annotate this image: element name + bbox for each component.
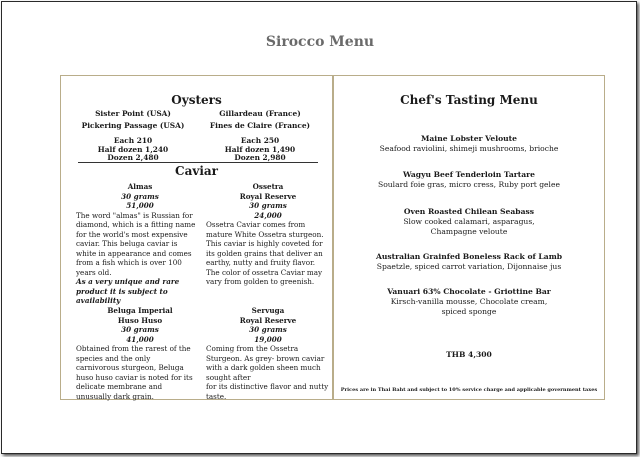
menu-title: Sirocco Menu [265,34,375,50]
caviar-item-beluga [76,306,204,401]
dish-desc: Champagne veloute [430,227,508,236]
desc-line: caviar. This beluga caviar is [76,239,178,248]
dish-desc: Slow cooked calamari, asparagus, [403,217,535,226]
oyster-price: Dozen 2,480 [107,153,159,162]
desc-line: years old. [76,267,112,277]
dish-chocolate [333,287,605,317]
caviar-item-ossetra [206,182,330,287]
desc-line: with a dark golden sheen much [206,363,321,372]
desc-line: delicate membrane and [76,382,163,391]
desc-line: taste. [206,391,227,401]
note-line: availability [76,296,121,305]
tasting-heading: Chef's Tasting Menu [400,93,538,107]
dish-name: Australian Grainfed Boneless Rack of Lamb [375,252,563,261]
caviar-name: Ossetra [252,182,284,191]
caviar-heading: Caviar [175,164,218,178]
caviar-grams: 30 grams [121,325,159,334]
caviar-name: Servuga [251,306,285,315]
desc-line: Sturgeon. As grey- brown caviar [206,353,325,363]
dish-desc: spiced sponge [441,307,497,316]
dish-wagyu [333,170,605,190]
caviar-grams: 30 grams [121,191,159,201]
caviar-price: 41,000 [126,334,154,344]
dish-name: Wagyu Beef Tenderloin Tartare [402,170,536,179]
caviar-price: 51,000 [126,201,154,210]
desc-line: Ossetra Caviar comes from [206,220,306,229]
desc-line: earthy, nutty and fruity flavor. [206,258,315,267]
caviar-desc [76,211,204,278]
desc-line: from a fish which is over 100 [76,258,182,267]
caviar-desc [206,220,330,287]
caviar-price: 24,000 [254,210,282,220]
desc-line: diamond, which is a fitting name [76,220,196,229]
caviar-subname: Royal Reserve [239,315,297,325]
dish-name: Vanuari 63% Chocolate - Griottine Bar [387,287,551,296]
caviar-name: Beluga Imperial [107,306,173,315]
caviar-item-servuga [206,306,330,401]
desc-line: Coming from the Ossetra [206,344,299,353]
dish-desc: Seafood raviolini, shimeji mushrooms, brioche [379,144,559,153]
caviar-grams: 30 grams [249,325,287,334]
note-line: As a very unique and rare [76,277,180,286]
oyster-price: Half dozen 1,490 [224,144,296,154]
dish-name: Oven Roasted Chilean Seabass [403,207,535,216]
desc-line: Obtained from the rarest of the [76,344,191,353]
desc-line: The word "almas" is Russian for [76,210,193,220]
desc-line: The color of ossetra Caviar may [206,267,323,277]
desc-line: carnivorous sturgeon, Beluga [76,363,184,372]
oyster-price: Half dozen 1,240 [97,144,169,154]
dish-desc: Spaetzle, spiced carrot variation, Dijonnaise jus [376,262,562,271]
oyster-price: Each 210 [113,136,153,145]
desc-line: vary from golden to greenish. [206,277,315,286]
desc-line: sought after [206,372,251,382]
desc-line: unusually dark grain. [76,391,154,401]
oysters-left-list [78,108,188,163]
caviar-note [76,277,204,306]
caviar-subname: Royal Reserve [239,191,297,201]
caviar-desc [76,344,204,401]
caviar-item-almas [76,182,204,306]
caviar-grams: 30 grams [249,201,287,210]
caviar-desc [206,344,330,401]
oysters-right-list [205,108,315,163]
caviar-price: 19,000 [254,334,282,344]
section-divider [78,162,318,163]
dish-lobster [333,134,605,154]
oyster-price: Dozen 2,980 [234,153,286,162]
dish-desc: Soulard foie gras, micro cress, Ruby port gelee [378,180,560,189]
desc-line: its golden grains that deliver an [206,248,323,258]
oysters-heading: Oysters [171,93,222,107]
desc-line: for its distinctive flavor and nutty [206,382,329,391]
oyster-name: Pickering Passage (USA) [81,121,185,130]
tasting-price: THB 4,300 [446,350,492,359]
desc-line: huso huso caviar is noted for its [76,372,193,382]
desc-line: for the world's most expensive [76,229,188,239]
caviar-name: Almas [127,182,153,191]
oyster-name: Gillardeau (France) [219,109,301,118]
dish-seabass [333,207,605,237]
dish-desc: Kirsch-vanilla mousse, Chocolate cream, [390,297,548,306]
price-footnote: Prices are in Thai Baht and subject to 10% service charge and applicable government taxes [340,387,598,393]
note-line: product it is subject to [76,286,168,296]
desc-line: This caviar is highly coveted for [206,239,323,248]
desc-line: white in appearance and comes [76,248,192,258]
dish-name: Maine Lobster Veloute [420,134,517,143]
oyster-name: Sister Point (USA) [95,109,171,118]
caviar-subname: Huso Huso [117,315,163,325]
dish-lamb [333,252,605,272]
oyster-price: Each 250 [240,136,280,145]
desc-line: species and the only [76,353,151,363]
oyster-name: Fines de Claire (France) [209,121,311,130]
desc-line: mature White Ossetra sturgeon. [206,229,324,239]
